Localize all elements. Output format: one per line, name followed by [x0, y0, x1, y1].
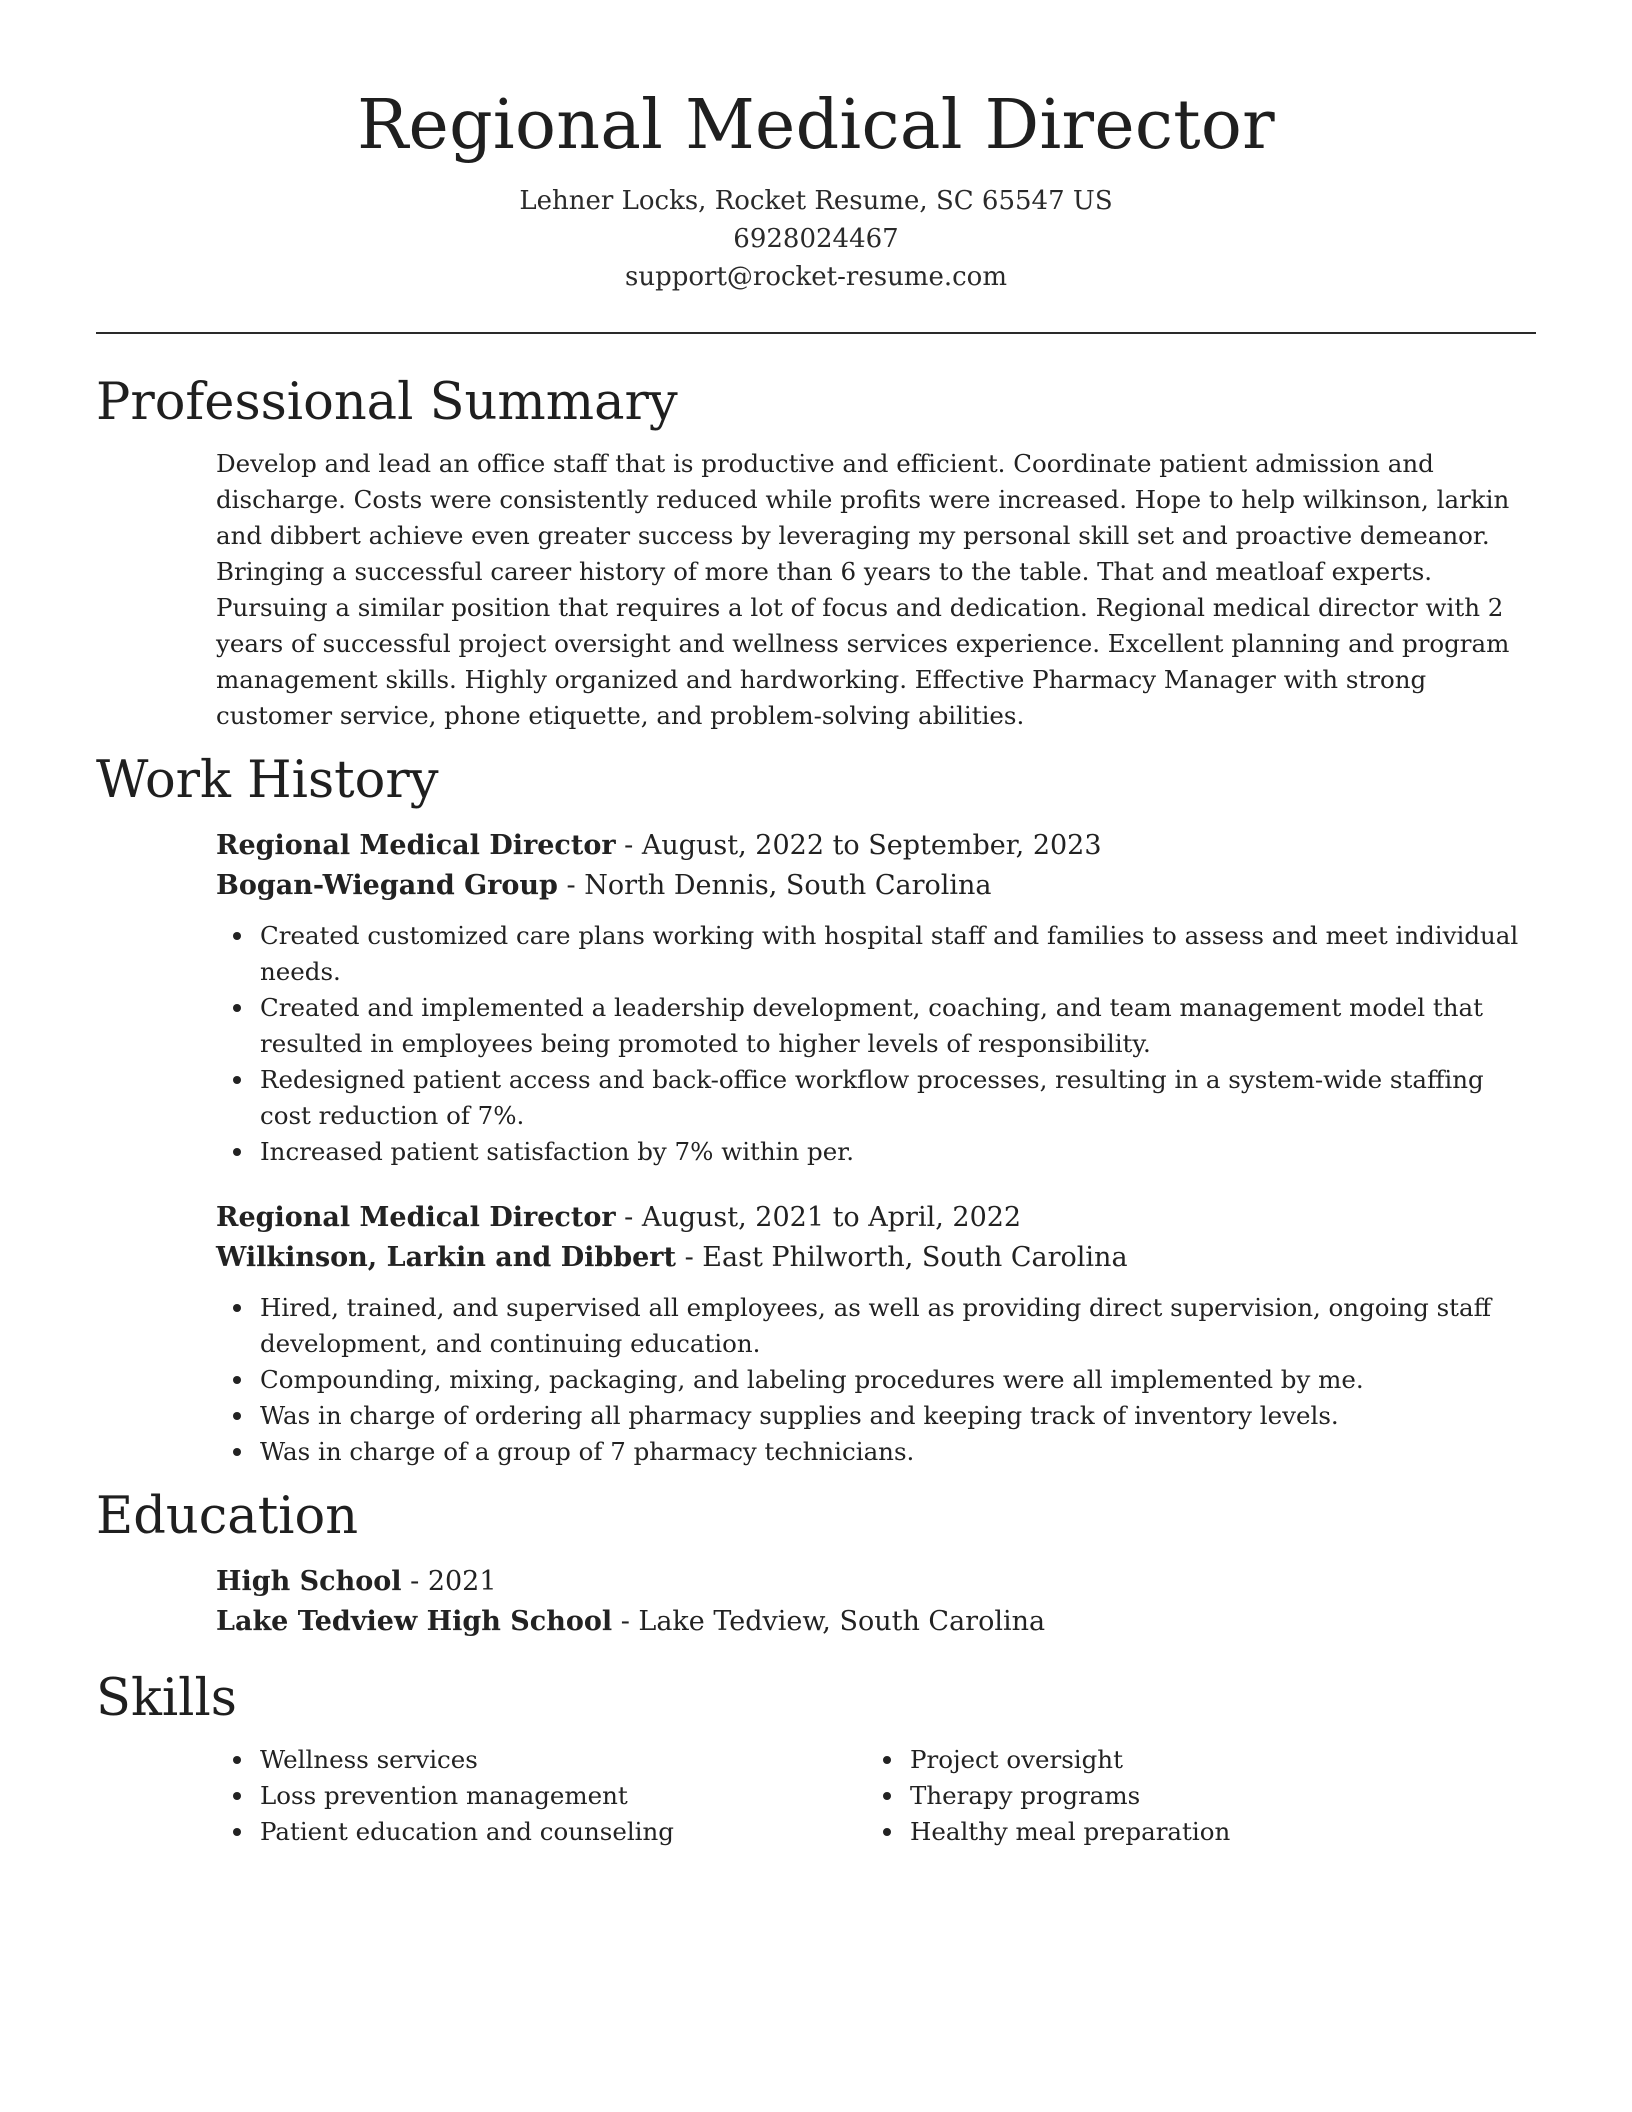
job-location: - East Philworth, South Carolina	[676, 1242, 1128, 1273]
skill-item: Wellness services	[216, 1742, 866, 1778]
job-role: Regional Medical Director	[216, 1202, 616, 1233]
education-degree-line	[216, 1562, 1536, 1602]
job-entry	[216, 826, 1536, 1170]
work-history-title: Work History	[96, 751, 439, 810]
skill-item: Patient education and counseling	[216, 1814, 866, 1850]
job-bullet: Compounding, mixing, packaging, and labeling procedures were all implemented by me.	[216, 1362, 1536, 1398]
resume-name: Regional Medical Director	[357, 86, 1275, 165]
job-title-line	[216, 826, 1536, 866]
contact-info	[96, 182, 1536, 296]
education-title: Education	[96, 1487, 359, 1546]
education-year: - 2021	[401, 1566, 497, 1597]
job-bullet: Redesigned patient access and back-office workflow processes, resulting in a system-wide staffing cost reduction of 7%.	[216, 1062, 1536, 1134]
job-company: Bogan-Wiegand Group	[216, 870, 558, 901]
skill-item: Healthy meal preparation	[866, 1814, 1516, 1850]
header-divider	[96, 332, 1536, 334]
job-title-line	[216, 1198, 1536, 1238]
job-bullet: Created and implemented a leadership development, coaching, and team management model that resulted in employees being promoted to higher levels of responsibility.	[216, 990, 1536, 1062]
skills-list	[866, 1742, 1516, 1850]
job-bullets	[216, 918, 1536, 1170]
skills-column-left	[216, 1742, 866, 1850]
summary-section	[96, 372, 1536, 734]
education-location: - Lake Tedview, South Carolina	[612, 1606, 1046, 1637]
education-section	[96, 1486, 1536, 1642]
job-bullet: Was in charge of ordering all pharmacy supplies and keeping track of inventory levels.	[216, 1398, 1536, 1434]
job-role: Regional Medical Director	[216, 830, 616, 861]
contact-phone: 6928024467	[733, 224, 899, 254]
job-bullet: Created customized care plans working with hospital staff and families to assess and meet individual needs.	[216, 918, 1536, 990]
job-bullet: Was in charge of a group of 7 pharmacy technicians.	[216, 1434, 1536, 1470]
skills-column-right	[866, 1742, 1516, 1850]
education-entry	[216, 1562, 1536, 1642]
resume-header	[96, 0, 1536, 296]
contact-address: Lehner Locks, Rocket Resume, SC 65547 US	[519, 186, 1113, 216]
skill-item: Therapy programs	[866, 1778, 1516, 1814]
skills-section	[96, 1668, 1536, 1850]
skills-list	[216, 1742, 866, 1850]
contact-email: support@rocket-resume.com	[624, 262, 1007, 292]
job-bullet: Hired, trained, and supervised all employees, as well as providing direct supervision, ongoing staff development, and continuing education.	[216, 1290, 1536, 1362]
job-dates: - August, 2021 to April, 2022	[615, 1202, 1022, 1233]
job-company: Wilkinson, Larkin and Dibbert	[216, 1242, 677, 1273]
education-school-line	[216, 1602, 1536, 1642]
work-history-section	[96, 750, 1536, 1470]
job-company-line	[216, 1238, 1536, 1278]
skills-title: Skills	[96, 1669, 237, 1728]
job-bullets	[216, 1290, 1536, 1470]
job-dates: - August, 2022 to September, 2023	[615, 830, 1102, 861]
resume-page	[96, 0, 1536, 2112]
education-school: Lake Tedview High School	[216, 1606, 613, 1637]
job-entry	[216, 1198, 1536, 1470]
skill-item: Loss prevention management	[216, 1778, 866, 1814]
education-degree: High School	[216, 1566, 402, 1597]
skill-item: Project oversight	[866, 1742, 1516, 1778]
job-bullet: Increased patient satisfaction by 7% within per.	[216, 1134, 1536, 1170]
summary-text: Develop and lead an office staff that is productive and efficient. Coordinate patient admission and discharge. Costs were consistently reduced while profits were increased. Hope to help wilkinson, larkin and dibbert achieve even greater success by leveraging my personal skill set and proactive demeanor. Bringing a successful career history of more than 6 years to the table. That and meatloaf experts. Pursuing a similar position that requires a lot of focus and dedication. Regional medical director with 2 years of successful project oversight and wellness services experience. Excellent planning and program management skills. Highly organized and hardworking. Effective Pharmacy Manager with strong customer service, phone etiquette, and problem-solving abilities.	[216, 449, 1510, 730]
summary-title: Professional Summary	[96, 373, 678, 432]
job-location: - North Dennis, South Carolina	[557, 870, 992, 901]
skills-grid	[216, 1742, 1536, 1850]
job-company-line	[216, 866, 1536, 906]
